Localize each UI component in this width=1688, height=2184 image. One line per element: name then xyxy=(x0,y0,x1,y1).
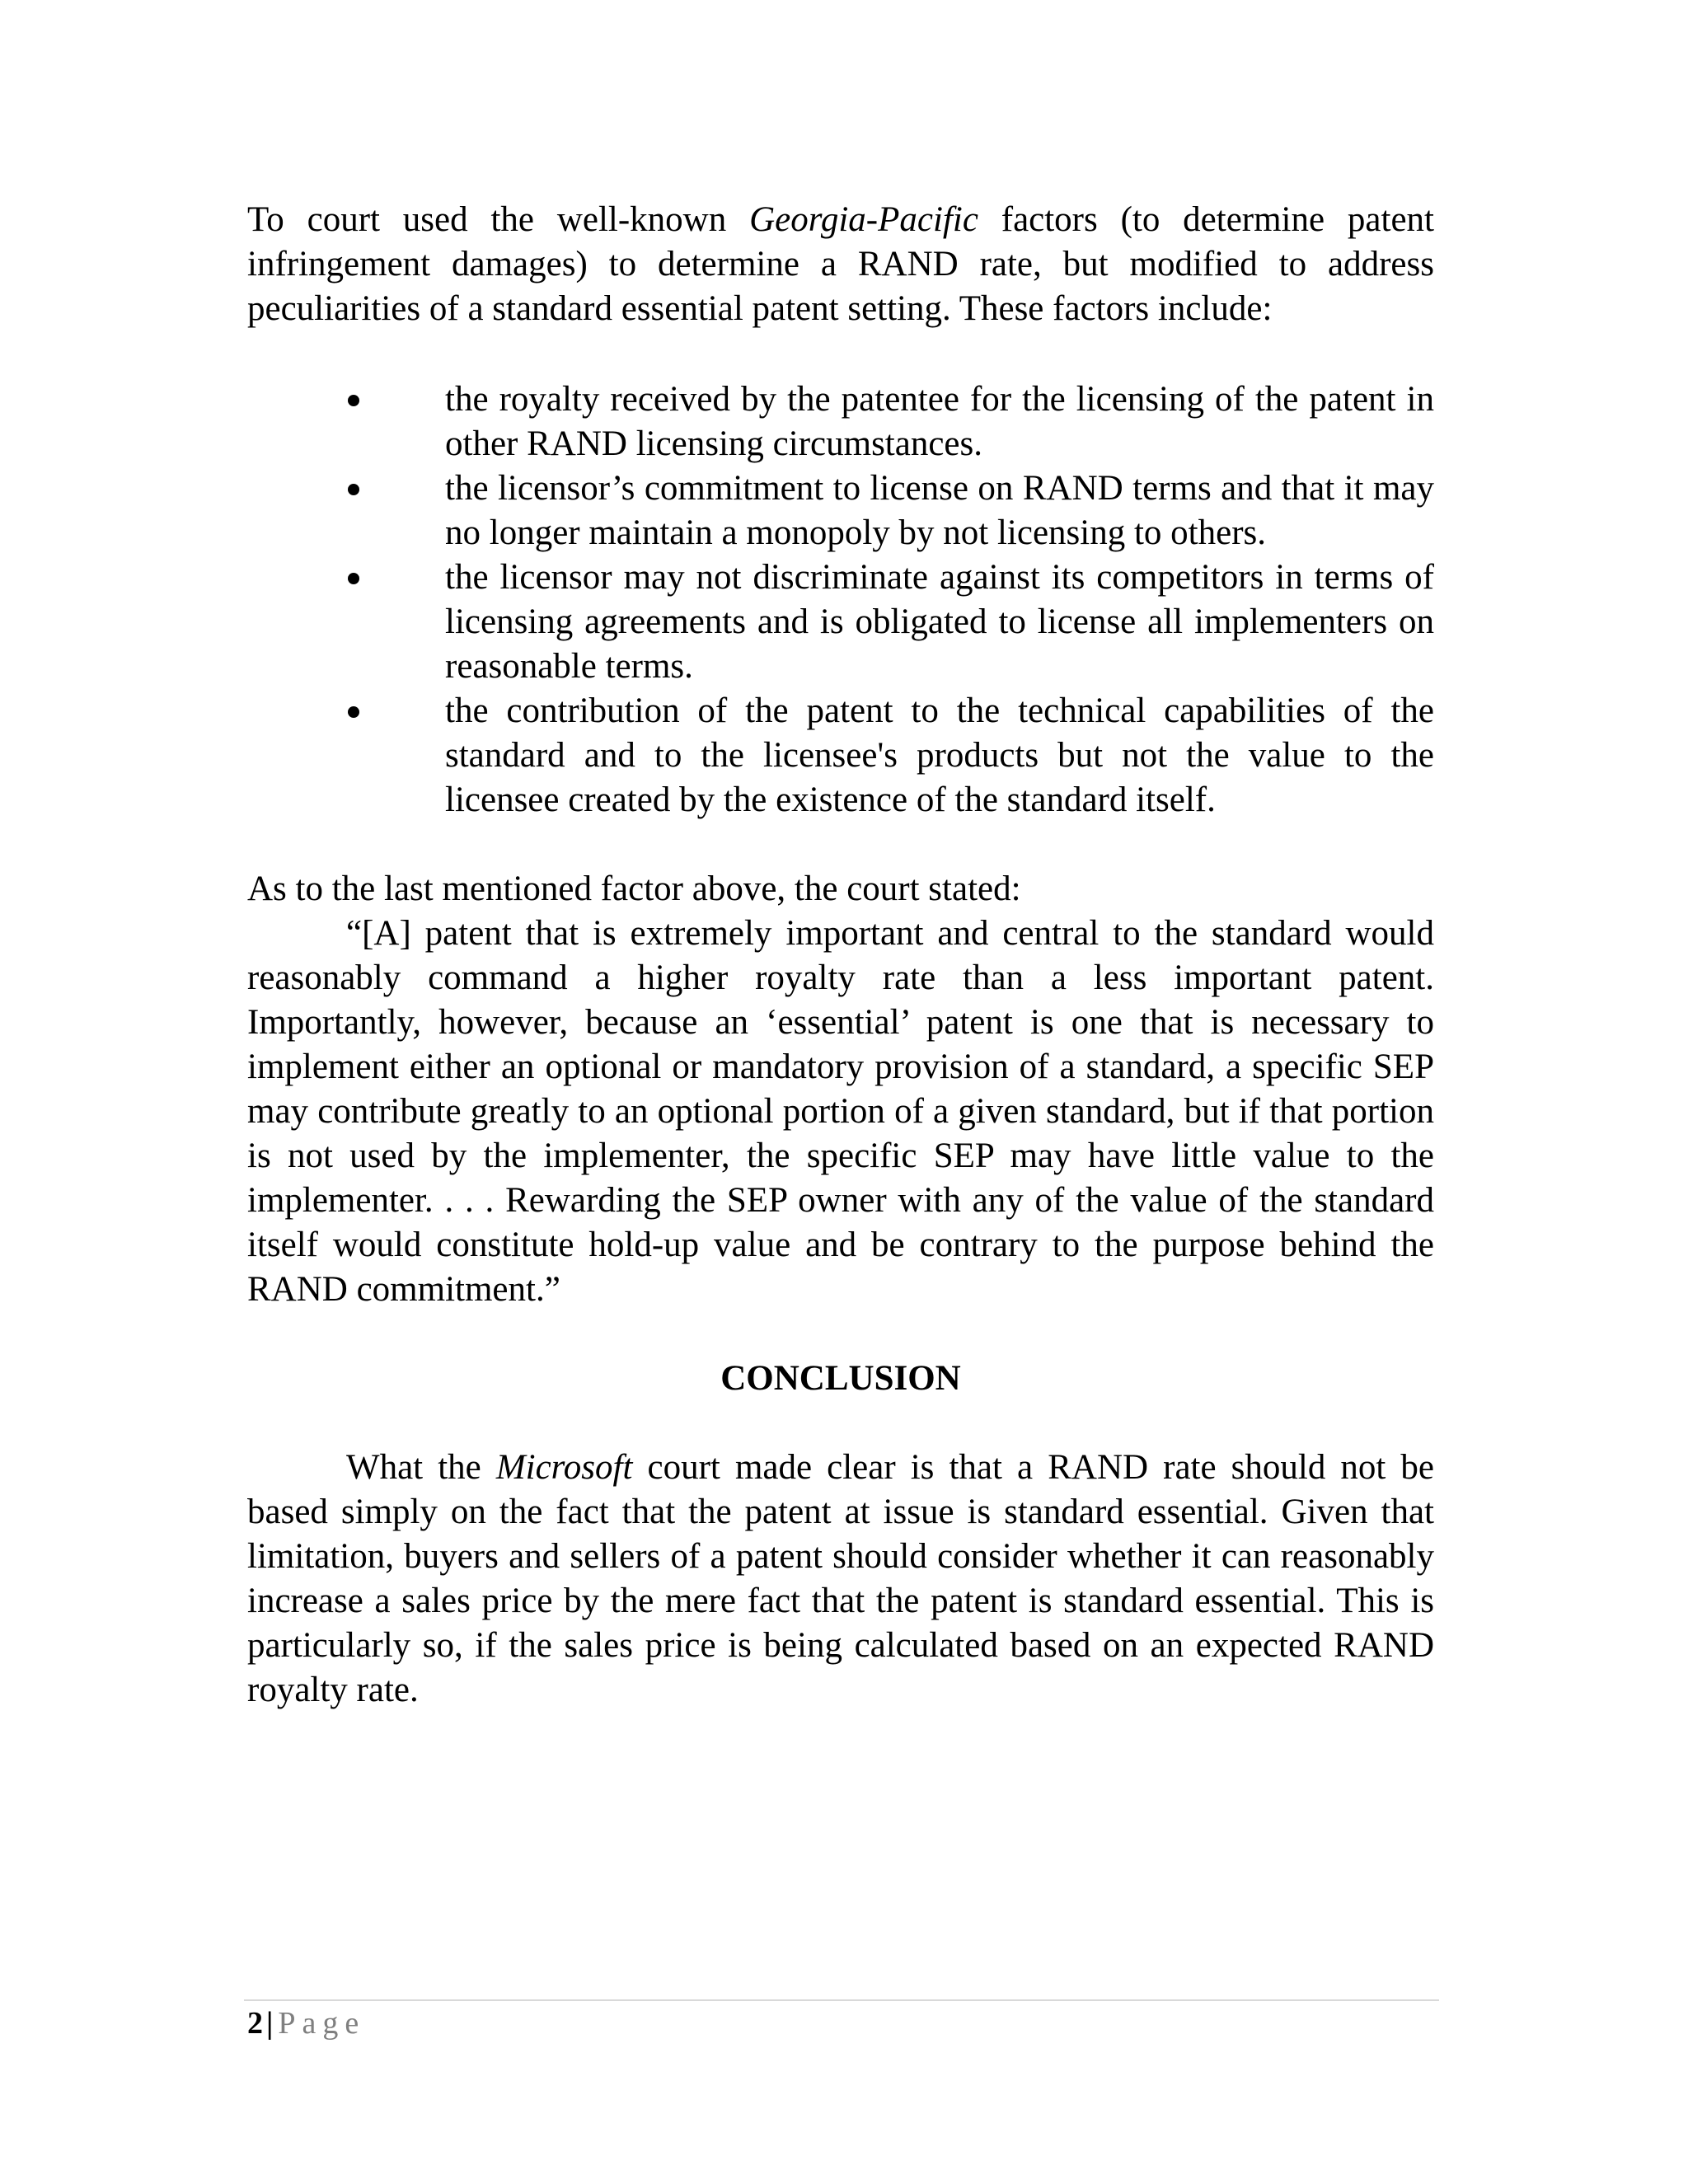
factor-text: the royalty received by the patentee for the licensing of the patent in other RAND licensing circumstances. xyxy=(445,380,1434,463)
factor-text: the licensor may not discriminate against its competitors in terms of licensing agreements and is obligated to license all implementers on reasonable terms. xyxy=(445,558,1434,686)
conclusion-text-end: court made clear is that a RAND rate should not be based simply on the fact that the patent at issue is standard essential. Given that limitation, buyers and sellers of a patent should consider whether it can reasonably increase a sales price by the mere fact that the patent is standard essential. This is particularly so, if the sales price is being calculated based on an expected RAND royalty rate. xyxy=(247,1448,1434,1709)
factor-list xyxy=(247,377,1434,823)
factor-item xyxy=(247,377,1434,466)
page-label: Page xyxy=(278,2006,366,2041)
conclusion-heading: CONCLUSION xyxy=(720,1359,961,1398)
intro-text-end: factors (to determine patent infringement damages) to determine a RAND rate, but modified to address peculiarities of a standard essential patent setting. These factors include: xyxy=(247,200,1434,328)
conclusion-text-start: What the xyxy=(346,1448,496,1487)
factor-text: the contribution of the patent to the technical capabilities of the standard and to the licensee's products but not the value to the licensee created by the existence of the standard itself. xyxy=(445,691,1434,819)
footer-separator: | xyxy=(266,2006,274,2041)
bullet-icon xyxy=(348,706,359,718)
page-footer xyxy=(247,2001,365,2046)
court-quote: “[A] patent that is extremely important and central to the standard would reasonably command a higher royalty rate than a less important patent. Importantly, however, because an ‘essential’ patent is one that is necessary to implement either an optional or mandatory provision of a standard, a specific SEP may contribute greatly to an optional portion of a given standard, but if that portion is not used by the implementer, the specific SEP may have little value to the implementer. . . . Rewarding the SEP owner with any of the value of the standard itself would constitute hold-up value and be contrary to the purpose behind the RAND commitment.” xyxy=(247,914,1434,1309)
body-content xyxy=(247,198,1434,1713)
factor-item xyxy=(247,689,1434,823)
quote-lead-in: As to the last mentioned factor above, the court stated: xyxy=(247,869,1021,908)
case-name-georgia-pacific: Georgia-Pacific xyxy=(749,200,978,239)
factor-item xyxy=(247,466,1434,555)
factor-item xyxy=(247,555,1434,689)
intro-text-start: To court used the well-known xyxy=(247,200,750,239)
footer-divider xyxy=(244,1999,1439,2001)
case-name-microsoft: Microsoft xyxy=(495,1448,633,1487)
page-number: 2 xyxy=(247,2006,263,2041)
bullet-icon xyxy=(348,395,359,406)
intro-paragraph xyxy=(247,198,1434,331)
bullet-icon xyxy=(348,573,359,584)
bullet-icon xyxy=(348,484,359,495)
conclusion-paragraph xyxy=(247,1446,1434,1713)
factor-text: the licensor’s commitment to license on RAND terms and that it may no longer maintain a monopoly by not licensing to others. xyxy=(445,469,1434,552)
